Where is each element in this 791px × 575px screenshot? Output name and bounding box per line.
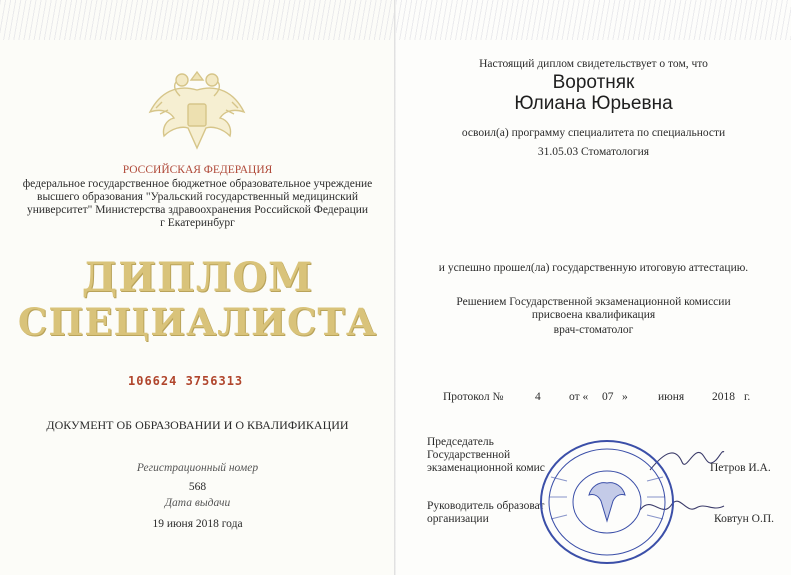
institution-line: федеральное государственное бюджетное образовательное учреждение <box>22 178 373 190</box>
serial-number: 106624 3756313 <box>128 374 244 388</box>
decision-text: присвоена квалификация <box>531 309 656 321</box>
coat-of-arms-emblem <box>142 62 252 154</box>
registration-number: 568 <box>188 481 207 493</box>
protocol-year: 2018 <box>712 391 735 403</box>
graduate-given-names: Юлиана Юрьевна <box>514 93 673 114</box>
issue-date-label: Дата выдачи <box>164 497 231 509</box>
decorative-border <box>396 0 791 40</box>
head-title: Руководитель образоват <box>427 500 545 512</box>
protocol-day: 07 <box>602 391 614 403</box>
attestation-text: и успешно прошел(ла) государственную итоговую аттестацию. <box>438 262 749 274</box>
chair-name: Петров И.А. <box>710 462 771 474</box>
chair-title: экзаменационной комис <box>427 462 545 474</box>
institution-city: г Екатеринбург <box>160 217 235 229</box>
program-text: освоил(а) программу специалитета по специальности <box>461 127 726 139</box>
institution-line: университет" Министерства здравоохранения Российской Федерации <box>26 204 369 216</box>
diploma-left-page <box>0 0 395 575</box>
decorative-border <box>0 0 395 40</box>
registration-label: Регистрационный номер <box>136 462 259 474</box>
graduate-surname: Воротняк <box>552 72 635 93</box>
protocol-year-suffix: г. <box>744 391 751 403</box>
intro-text: Настоящий диплом свидетельствует о том, что <box>479 58 708 70</box>
qualification: врач-стоматолог <box>553 324 634 336</box>
protocol-number: 4 <box>535 391 541 403</box>
chair-title: Государственной <box>427 449 511 461</box>
institution-line: высшего образования "Уральский государственный медицинский <box>37 191 358 203</box>
issue-date: 19 июня 2018 года <box>152 518 243 530</box>
official-seal <box>537 437 677 567</box>
specialty: 31.05.03 Стоматология <box>537 146 650 158</box>
head-title: организации <box>427 513 489 525</box>
diploma-subtitle: СПЕЦИАЛИСТА <box>17 300 378 344</box>
chair-title: Председатель <box>427 436 494 448</box>
decision-text: Решением Государственной экзаменационной комиссии <box>456 296 731 308</box>
head-name: Ковтун О.П. <box>714 513 775 525</box>
protocol-month: июня <box>658 391 685 403</box>
protocol-close-quote: » <box>622 391 628 403</box>
diploma-title: ДИПЛОМ <box>81 254 314 301</box>
protocol-label: Протокол № <box>443 391 504 403</box>
protocol-from: от « <box>569 391 589 403</box>
country-name: РОССИЙСКАЯ ФЕДЕРАЦИЯ <box>122 164 273 176</box>
document-type: ДОКУМЕНТ ОБ ОБРАЗОВАНИИ И О КВАЛИФИКАЦИИ <box>46 418 349 432</box>
